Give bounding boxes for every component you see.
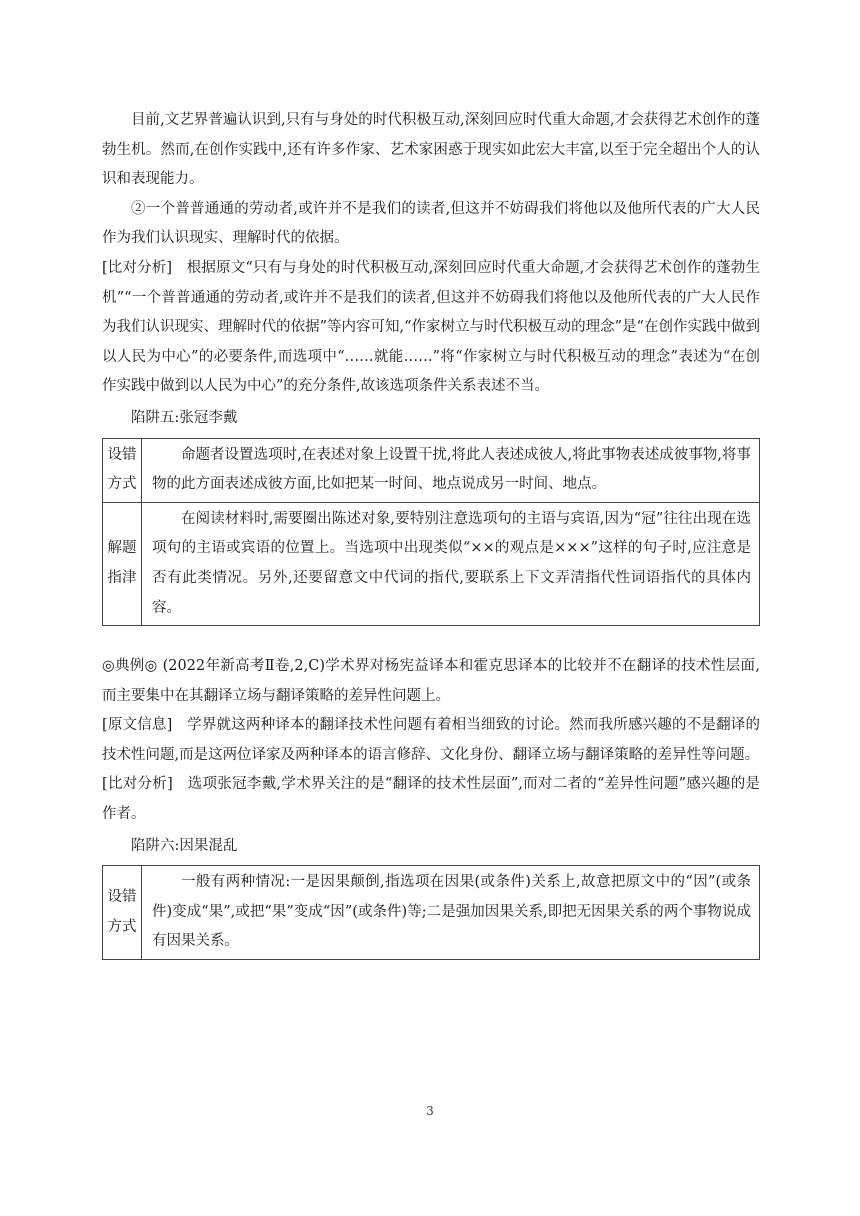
trap6-table (102, 865, 760, 960)
paragraph-quote-2: ②一个普普通通的劳动者,或许并不是我们的读者,但这并不妨碍我们将他以及他所代表的广大人民作为我们认识现实、理解时代的依据。 (102, 200, 760, 247)
row-label: 解题指津 (103, 502, 142, 625)
row-label: 设错方式 (103, 438, 142, 502)
table-row (103, 438, 760, 502)
table-row (103, 866, 760, 960)
trap5-heading: 陷阱五:张冠李戴 (131, 409, 238, 426)
row-text: 一般有两种情况:一是因果颠倒,指选项在因果(或条件)关系上,故意把原文中的“因”(或条件)变成“果”,或把“果”变成“因”(或条件)等;二是强加因果关系,即把无因果关系的两个事物说成有因果关系。 (142, 866, 760, 960)
trap6-heading: 陷阱六:因果混乱 (131, 837, 238, 854)
example-analysis: [比对分析] 选项张冠李戴,学术界关注的是“翻译的技术性层面”,而对二者的“差异性问题”感兴趣的是作者。 (102, 776, 760, 823)
table-row (103, 502, 760, 625)
row-text: 命题者设置选项时,在表述对象上设置干扰,将此人表述成彼人,将此事物表述成彼事物,将事物的此方面表述成彼方面,比如把某一时间、地点说成另一时间、地点。 (142, 438, 760, 502)
example-original-info: [原文信息] 学界就这两种译本的翻译技术性问题有着相当细致的讨论。然而我所感兴趣的不是翻译的技术性问题,而是这两位译家及两种译本的语言修辞、文化身份、翻译立场与翻译策略的差异性等问题。 (102, 717, 760, 763)
example-intro: ◎典例◎ (2022年新高考Ⅱ卷,2,C)学术界对杨宪益译本和霍克思译本的比较并不在翻译的技术性层面,而主要集中在其翻译立场与翻译策略的差异性问题上。 (102, 658, 760, 704)
trap5-table (102, 438, 760, 627)
row-label: 设错方式 (103, 866, 142, 960)
paragraph-context: 目前,文艺界普遍认识到,只有与身处的时代积极互动,深刻回应时代重大命题,才会获得艺术创作的蓬勃生机。然而,在创作实践中,还有许多作家、艺术家困惑于现实如此宏大丰富,以至于完全超出个人的认识和表现能力。 (102, 112, 760, 188)
page-number: 3 (426, 1104, 434, 1118)
page-content (102, 106, 760, 960)
row-text: 在阅读材料时,需要圈出陈述对象,要特别注意选项句的主语与宾语,因为“冠”往往出现在选项句的主语或宾语的位置上。当选项中出现类似“××的观点是×××”这样的句子时,应注意是否有此类情况。另外,还要留意文中代词的指代,要联系上下文弄清指代性词语指代的具体内容。 (142, 502, 760, 625)
spacer (102, 626, 760, 652)
paragraph-analysis: [比对分析] 根据原文“只有与身处的时代积极互动,深刻回应时代重大命题,才会获得艺术创作的蓬勃生机”“一个普普通通的劳动者,或许并不是我们的读者,但这并不妨碍我们将他以及他所代表的广大人民作为我们认识现实、理解时代的依据”等内容可知,“作家树立与时代积极互动的理念”是“在创作实践中做到以人民为中心”的必要条件,而选项中“……就能……”将“作家树立与时代积极互动的理念”表述为“在创作实践中做到以人民为中心”的充分条件,故该选项条件关系表述不当。 (102, 259, 760, 395)
